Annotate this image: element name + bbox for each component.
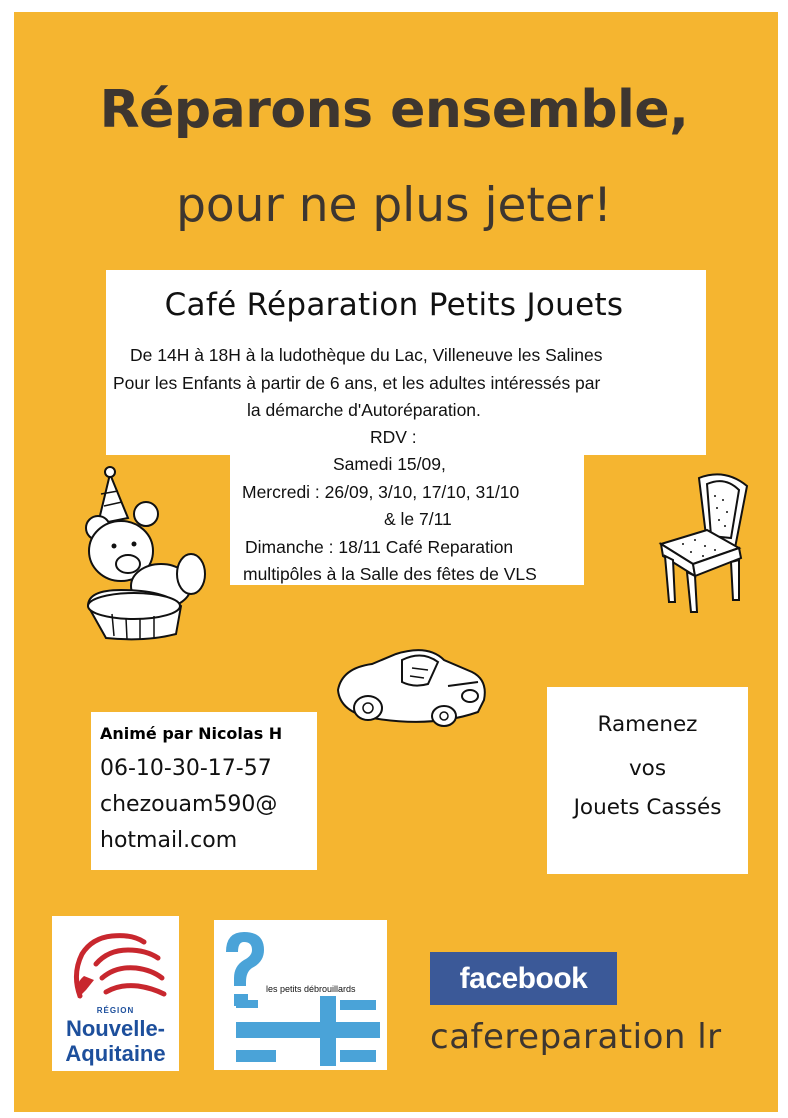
rdv-label: RDV :: [370, 427, 417, 447]
event-audience-line-2: la démarche d'Autoréparation.: [247, 400, 481, 420]
contact-email-line-2: hotmail.com: [100, 828, 238, 853]
petits-debrouillards-label: les petits débrouillards: [266, 984, 356, 994]
contact-email-line-1: chezouam590@: [100, 792, 278, 817]
event-hours-line: De 14H à 18H à la ludothèque du Lac, Villeneuve les Salines: [130, 345, 603, 365]
date-wednesdays: Mercredi : 26/09, 3/10, 17/10, 31/10: [242, 482, 520, 502]
date-sunday: Dimanche : 18/11 Café Reparation: [245, 537, 514, 557]
headline-line-2: pour ne plus jeter!: [176, 178, 612, 233]
lion-emblem-icon: [62, 924, 170, 1006]
chair-illustration: [655, 472, 755, 614]
date-wednesday-last: & le 7/11: [384, 509, 452, 529]
teddy-bear-illustration: [76, 466, 211, 646]
region-name-line-2: Aquitaine: [65, 1041, 166, 1066]
event-audience-line: Pour les Enfants à partir de 6 ans, et les adultes intéressés par: [113, 373, 601, 393]
event-title: Café Réparation Petits Jouets: [164, 287, 624, 323]
plus-blocks-icon: [236, 996, 382, 1066]
date-saturday: Samedi 15/09,: [333, 454, 446, 474]
callout-line-2: vos: [628, 756, 667, 781]
contact-phone: 06-10-30-17-57: [100, 756, 272, 781]
contact-heading: Animé par Nicolas H: [100, 724, 283, 743]
region-name-line-1: Nouvelle-: [65, 1016, 166, 1041]
region-label: RÉGION: [96, 1006, 135, 1015]
facebook-handle: cafereparation lr: [430, 1017, 722, 1057]
callout-line-3: Jouets Cassés: [573, 795, 722, 820]
date-sunday-venue: multipôles à la Salle des fêtes de VLS: [243, 564, 537, 584]
toy-car-illustration: [332, 642, 490, 734]
headline-line-1: Réparons ensemble,: [99, 80, 689, 140]
facebook-logo: facebook: [430, 952, 617, 1005]
callout-line-1: Ramenez: [597, 712, 698, 737]
